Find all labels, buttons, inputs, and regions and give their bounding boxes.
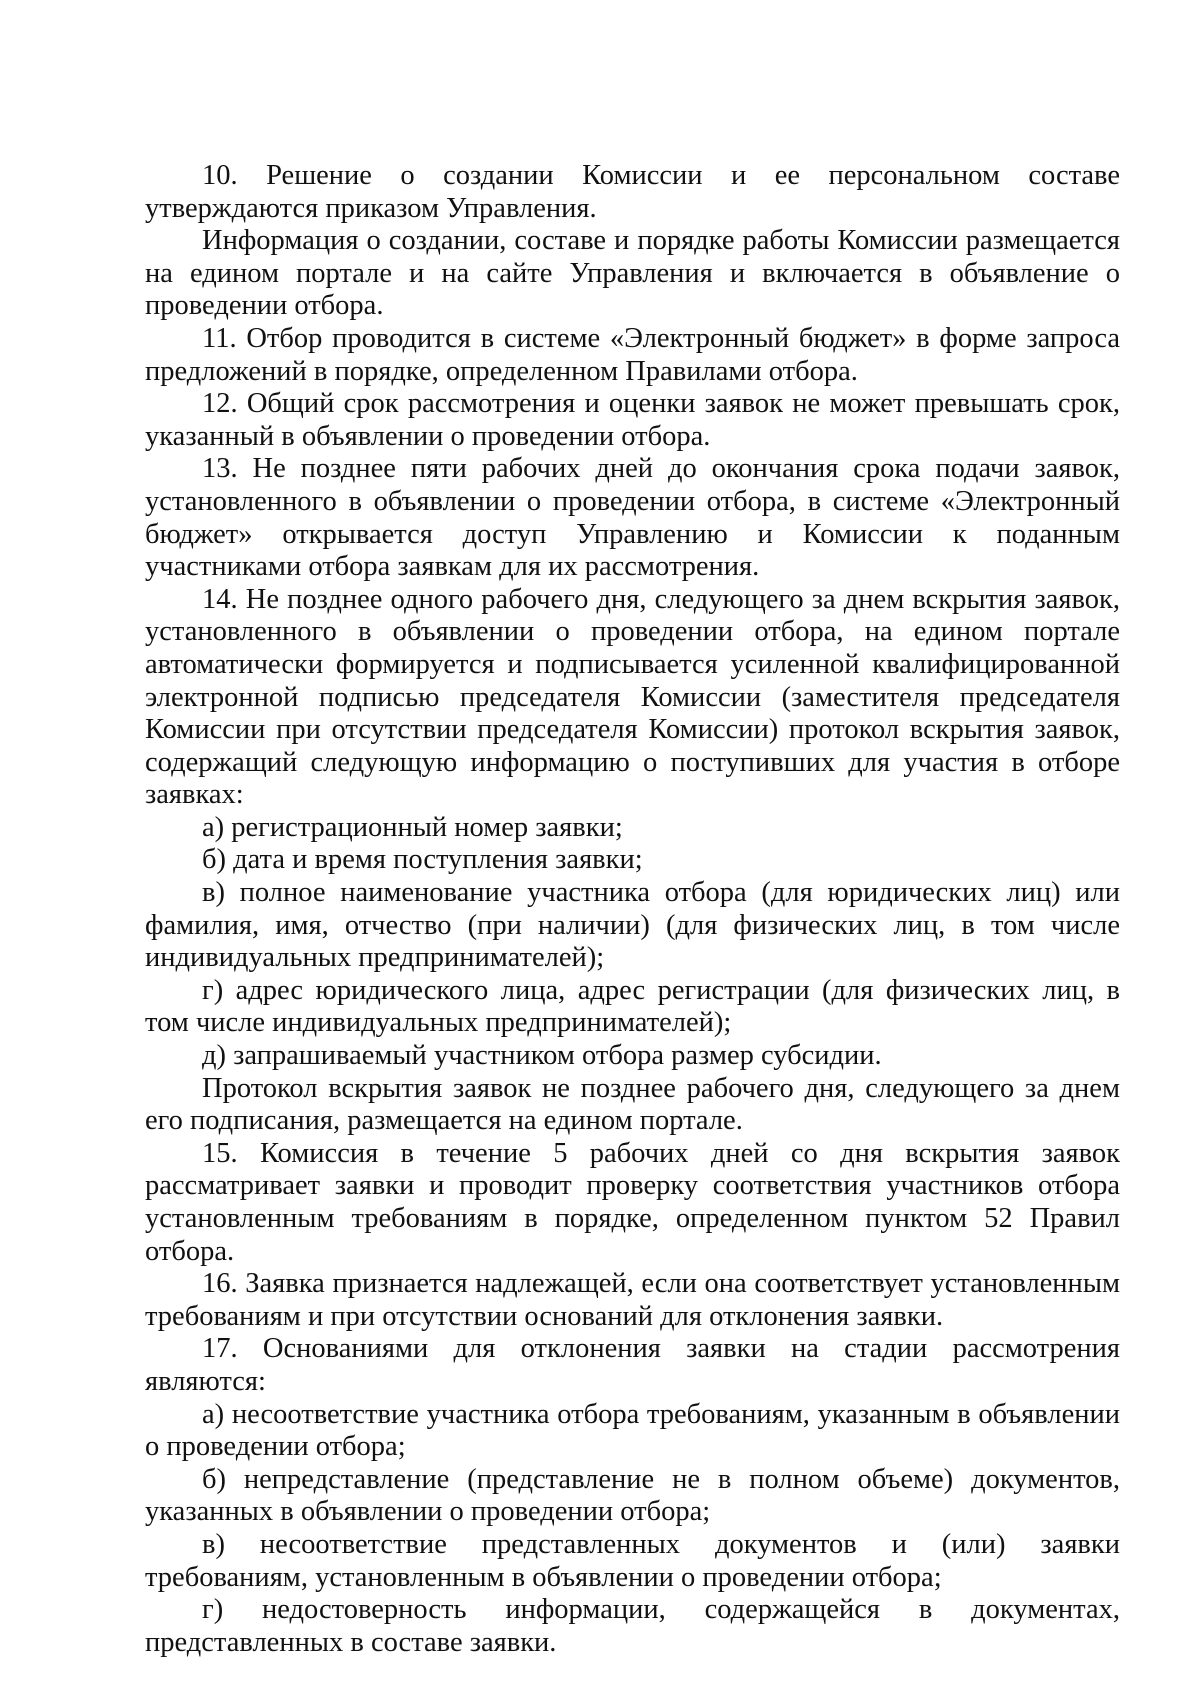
- paragraph-protocol: Протокол вскрытия заявок не позднее рабочего дня, следующего за днем его подписания, размещается на едином портале.: [145, 1072, 1120, 1137]
- paragraph-15: 15. Комиссия в течение 5 рабочих дней со дня вскрытия заявок рассматривает заявки и проводит проверку соответствия участников отбора установленным требованиям в порядке, определенном пунктом 52 Правил отбора.: [145, 1137, 1120, 1267]
- list-item-17v: в) несоответствие представленных документов и (или) заявки требованиям, установленным в объявлении о проведении отбора;: [145, 1528, 1120, 1593]
- list-item-14b: б) дата и время поступления заявки;: [202, 844, 643, 876]
- list-item-14v: в) полное наименование участника отбора (для юридических лиц) или фамилия, имя, отчество (при наличии) (для физических лиц, в том числе индивидуальных предпринимателей);: [145, 877, 1120, 974]
- list-item-17g: г) недостоверность информации, содержащейся в документах, представленных в составе заявки.: [145, 1594, 1120, 1658]
- paragraph-14: 14. Не позднее одного рабочего дня, следующего за днем вскрытия заявок, установленного в объявлении о проведении отбора, на едином портале автоматически формируется и подписывается усиленной квалифицированной электронной подписью председателя Комиссии (заместителя председателя Комиссии при отсутствии председателя Комиссии) протокол вскрытия заявок, содержащий следующую информацию о поступивших для участия в отборе заявках:: [145, 583, 1120, 811]
- list-item-17a: а) несоответствие участника отбора требованиям, указанным в объявлении о проведении отбора;: [145, 1398, 1120, 1463]
- paragraph-11: 11. Отбор проводится в системе «Электронный бюджет» в форме запроса предложений в порядке, определенном Правилами отбора.: [145, 322, 1120, 387]
- paragraph-17: 17. Основаниями для отклонения заявки на стадии рассмотрения являются:: [145, 1333, 1120, 1397]
- paragraph-12: 12. Общий срок рассмотрения и оценки заявок не может превышать срок, указанный в объявлении о проведении отбора.: [145, 388, 1120, 452]
- list-item-17b: б) непредставление (представление не в полном объеме) документов, указанных в объявлении о проведении отбора;: [145, 1463, 1120, 1528]
- paragraph-10: 10. Решение о создании Комиссии и ее персональном составе утверждаются приказом Управления.: [145, 160, 1120, 224]
- document-body: [145, 160, 1120, 1659]
- paragraph-16: 16. Заявка признается надлежащей, если она соответствует установленным требованиям и при отсутствии оснований для отклонения заявки.: [145, 1268, 1120, 1332]
- list-item-14d: д) запрашиваемый участником отбора размер субсидии.: [202, 1040, 882, 1072]
- list-item-14g: г) адрес юридического лица, адрес регистрации (для физических лиц, в том числе индивидуальных предпринимателей);: [145, 974, 1120, 1039]
- paragraph-13: 13. Не позднее пяти рабочих дней до окончания срока подачи заявок, установленного в объявлении о проведении отбора, в системе «Электронный бюджет» открывается доступ Управлению и Комиссии к поданным участниками отбора заявкам для их рассмотрения.: [145, 453, 1120, 583]
- list-item-14a: а) регистрационный номер заявки;: [202, 811, 623, 843]
- paragraph-commission-info: Информация о создании, составе и порядке работы Комиссии размещается на едином портале и на сайте Управления и включается в объявление о проведении отбора.: [145, 225, 1120, 322]
